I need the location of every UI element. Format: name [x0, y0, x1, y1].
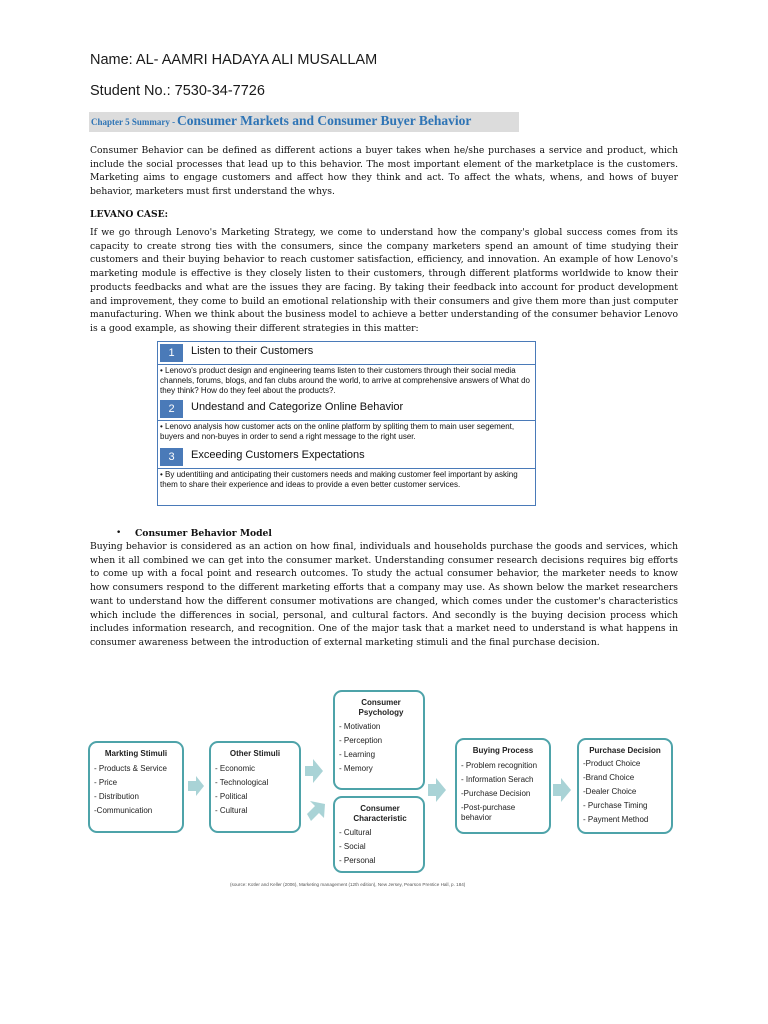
- model-paragraph: Buying behavior is considered as an action on how final, individuals and households purchase the goods and services, which when it all combined we can get into the consumer market. Understanding consumer research decisions requires big efforts to come up with a focal point and research outcomes. To study the actual consumer behavior, the marketer needs to know how consumers respond to the different marketing efforts that a company may use. As shown below the market researchers want to understand how the different consumer motivations are changed, which comes under the customer's characteristics which include the differences in social, personal, and cultural factors. And secondly is the buying decision process which includes information research, and recognition. One of the major task that a market need to understand is what happens in consumer awareness between the introduction of external marketing stimuli and the final purchase decision.: [90, 541, 678, 648]
- strategy-number: 3: [160, 448, 183, 466]
- box-item: -Dealer Choice: [583, 787, 637, 796]
- box-item: - Learning: [339, 750, 376, 759]
- diagram-source-caption: (source: Kotler and Keller (2006), Marketing management (12th edition), New Jersey, Pearson Prentice Hall, p. 184): [230, 882, 466, 887]
- box-item: - Products & Service: [94, 764, 167, 773]
- box-item: -Product Choice: [583, 759, 641, 768]
- box-buying-process: [455, 738, 551, 834]
- strategy-body: • By udentitiing and anticipating their customers needs and making customer feel important by asking them to share their experience and ideas to provide a even better customer services.: [160, 470, 518, 489]
- box-title: Consumer Characteristic: [353, 804, 407, 823]
- box-item: - Payment Method: [583, 815, 649, 824]
- strategy-title: Undestand and Categorize Online Behavior: [191, 401, 404, 413]
- box-item: - Information Serach: [461, 775, 534, 784]
- strategy-row-3: [158, 446, 535, 468]
- box-consumer-characteristic: [333, 796, 425, 873]
- strategy-body: • Lenovo's product design and engineering teams listen to their customers through their social media channels, forums, blogs, and fan clubs around the world, to arrive at comprehensive answers of What do they think? How do they feel about the products?.: [160, 366, 530, 395]
- box-item: -Post-purchase behavior: [461, 803, 516, 822]
- box-item: - Social: [339, 842, 366, 851]
- chapter-title: Consumer Markets and Consumer Buyer Behavior: [177, 113, 472, 128]
- chapter-title-prefix: Chapter 5 Summary -: [91, 117, 176, 127]
- strategy-number: 2: [160, 400, 183, 418]
- box-consumer-psychology: [333, 690, 425, 790]
- strategies-table: [157, 341, 536, 506]
- box-item: - Cultural: [339, 828, 372, 837]
- box-marketing-stimuli: [88, 741, 184, 833]
- bullet-icon: •: [116, 528, 122, 538]
- box-item: -Communication: [94, 806, 153, 815]
- box-item: - Technological: [215, 778, 269, 787]
- box-title: Other Stimuli: [229, 749, 281, 758]
- student-name: Name: AL- AAMRI HADAYA ALI MUSALLAM: [90, 52, 378, 68]
- box-item: - Personal: [339, 856, 376, 865]
- strategy-title: Exceeding Customers Expectations: [191, 449, 365, 461]
- strategy-title: Listen to their Customers: [191, 345, 314, 357]
- strategy-row-1: [158, 342, 535, 364]
- arrow-icon: [307, 801, 325, 821]
- box-title: Purchase Decision: [589, 746, 661, 755]
- arrow-icon: [188, 776, 204, 796]
- box-item: - Perception: [339, 736, 383, 745]
- box-item: - Political: [215, 792, 248, 801]
- box-item: - Cultural: [215, 806, 248, 815]
- student-number: Student No.: 7530-34-7726: [90, 83, 265, 99]
- box-item: -Brand Choice: [583, 773, 635, 782]
- box-item: - Problem recognition: [461, 761, 538, 770]
- intro-paragraph: Consumer Behavior can be defined as different actions a buyer takes when he/she purchases a service and product, which include the social processes that lead up to this behavior. The most important element of the marketplace is the customers. Marketing aims to engage customers and affect how they think and act. To affect the whats, whens, and hows of buyer behavior, marketers must first understand the whys.: [90, 145, 678, 198]
- strategy-row-2: [158, 398, 535, 420]
- box-title: Markting Stimuli: [104, 749, 168, 758]
- case-heading: LEVANO CASE:: [90, 209, 169, 220]
- chapter-title-bar: [89, 112, 519, 132]
- box-purchase-decision: [577, 738, 673, 834]
- arrow-icon: [428, 778, 446, 802]
- strategy-number: 1: [160, 344, 183, 362]
- model-heading: Consumer Behavior Model: [135, 528, 272, 539]
- strategy-body: • Lenovo analysis how customer acts on the online platform by spliting them to main user segement, buyers and non-buyes in order to send a right message to the right user.: [160, 422, 515, 441]
- box-title: Buying Process: [472, 746, 534, 755]
- case-paragraph: If we go through Lenovo's Marketing Strategy, we come to understand how the company's global success comes from its capacity to create strong ties with the consumers, since the company marketers spend an amount of time studying their customers and their buying behavior to reach customer satisfaction, efficiency, and innovation. An example of how Lenovo's marketing module is effective is they closely listen to their customers, through different platforms worldwide to know their products feedbacks and what are the issues they are facing. By taking their feedback into account for product development and improvement, they come to build an emotional relationship with their consumers and give them more than just computer manufacturing. When we think about the business model to achieve a better understanding of the consumer behavior Lenovo is a good example, as showing their different strategies in this matter:: [90, 227, 678, 334]
- box-item: - Motivation: [339, 722, 381, 731]
- box-item: -Purchase Decision: [461, 789, 531, 798]
- box-title: Consumer Psychology: [358, 698, 404, 717]
- box-item: - Price: [94, 778, 118, 787]
- box-item: - Distribution: [94, 792, 139, 801]
- box-item: - Memory: [339, 764, 373, 773]
- consumer-behavior-diagram: [88, 686, 682, 882]
- arrow-icon: [553, 778, 571, 802]
- arrow-icon: [305, 759, 323, 783]
- box-other-stimuli: [209, 741, 301, 833]
- box-item: - Economic: [215, 764, 256, 773]
- box-item: - Purchase Timing: [583, 801, 648, 810]
